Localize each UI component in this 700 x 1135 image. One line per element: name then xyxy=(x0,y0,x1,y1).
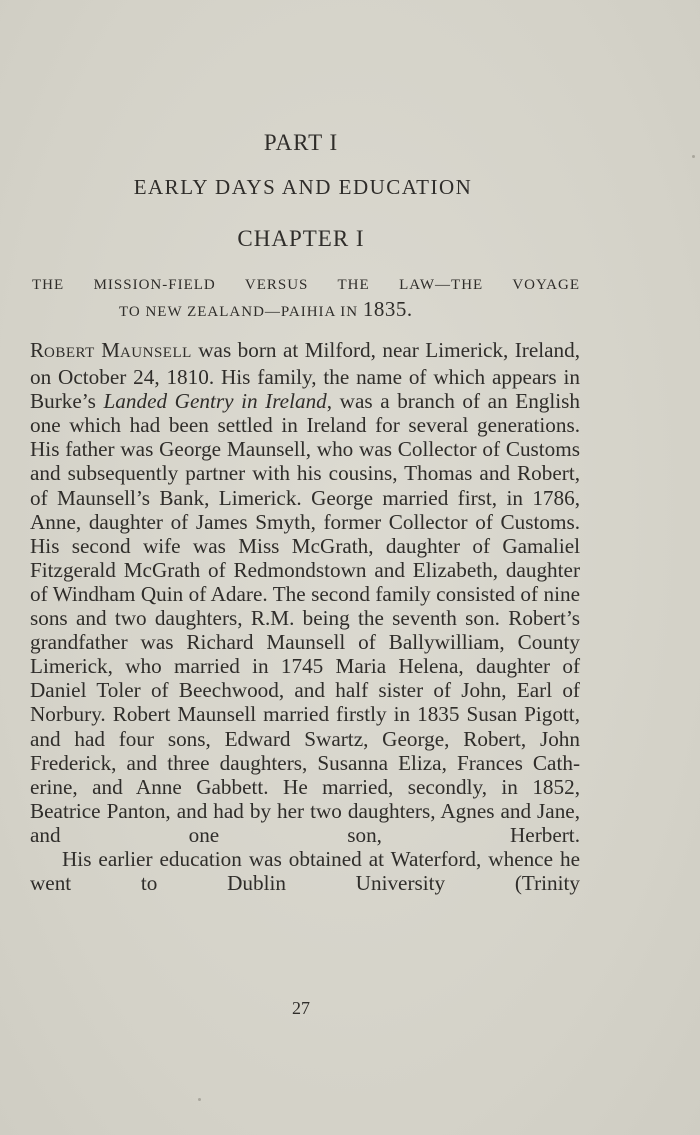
page-number: 27 xyxy=(292,998,310,1018)
body-text xyxy=(30,338,580,895)
name-last-initial: M xyxy=(101,338,120,362)
book-title-italic: Landed Gentry in Ireland xyxy=(103,389,327,414)
chapter-summary-year: 1835. xyxy=(362,297,413,321)
name-first-initial: R xyxy=(30,338,45,362)
paper-speck xyxy=(692,155,695,158)
part-heading: PART I xyxy=(263,130,339,155)
name-last-rest: AUNSELL xyxy=(119,345,192,361)
paragraph-1-text: was born at Milford, near Limerick, Ireland, on October 24, 1810. His family, the name of which appears in Burke’s xyxy=(30,338,581,414)
chapter-heading: CHAPTER I xyxy=(237,226,365,251)
part-title: EARLY DAYS AND EDUCATION xyxy=(133,175,473,199)
paragraph-2: His earlier education was obtained at Waterford, whence he went to Dublin University (Trinity xyxy=(30,846,580,896)
chapter-summary xyxy=(32,273,580,324)
paragraph-1 xyxy=(30,338,580,847)
name-first-rest: OBERT xyxy=(44,345,95,361)
chapter-summary-line-1: THE MISSION-FIELD VERSUS THE LAW—THE VOYAGE xyxy=(32,277,580,293)
chapter-summary-line-2 xyxy=(32,297,580,324)
paper-speck xyxy=(198,1098,201,1101)
paragraph-1-rest: , was a branch of an English one which had been settled in Ireland for several generations. His father was George Maunsell, who was Collector of Customs and subsequently partner with his cousins, Thomas and Robert, of Maunsell’s Bank, Limerick. George married first, in 1786, Anne, daughter of James Smyth, former Collector of Customs. His second wife was Miss McGrath, daughter of Gamaliel Fitzgerald McGrath of Redmondstown and Elizabeth, daughter of Windham Quin of Adare. The second family consisted of nine sons and two daughters, R.M. being the seventh son. Robert’s grandfather was Richard Maunsell of Ballywilliam, County Limerick, who married in 1745 Maria Helena, daughter of Daniel Toler of Beechwood, and half sister of John, Earl of Norbury. Robert Maunsell married firstly in 1835 Susan Pigott, and had four sons, Edward Swartz, George, Robert, John Frederick, and three daughters, Susanna Eliza, Frances Cath-erine, and Anne Gabbett. He married, secondly, in 1852, Beatrice Panton, and had by her two daughters, Agnes and Jane, and one son, Herbert. xyxy=(30,389,581,847)
chapter-summary-line-2-text: TO NEW ZEALAND—PAIHIA IN xyxy=(119,304,363,320)
